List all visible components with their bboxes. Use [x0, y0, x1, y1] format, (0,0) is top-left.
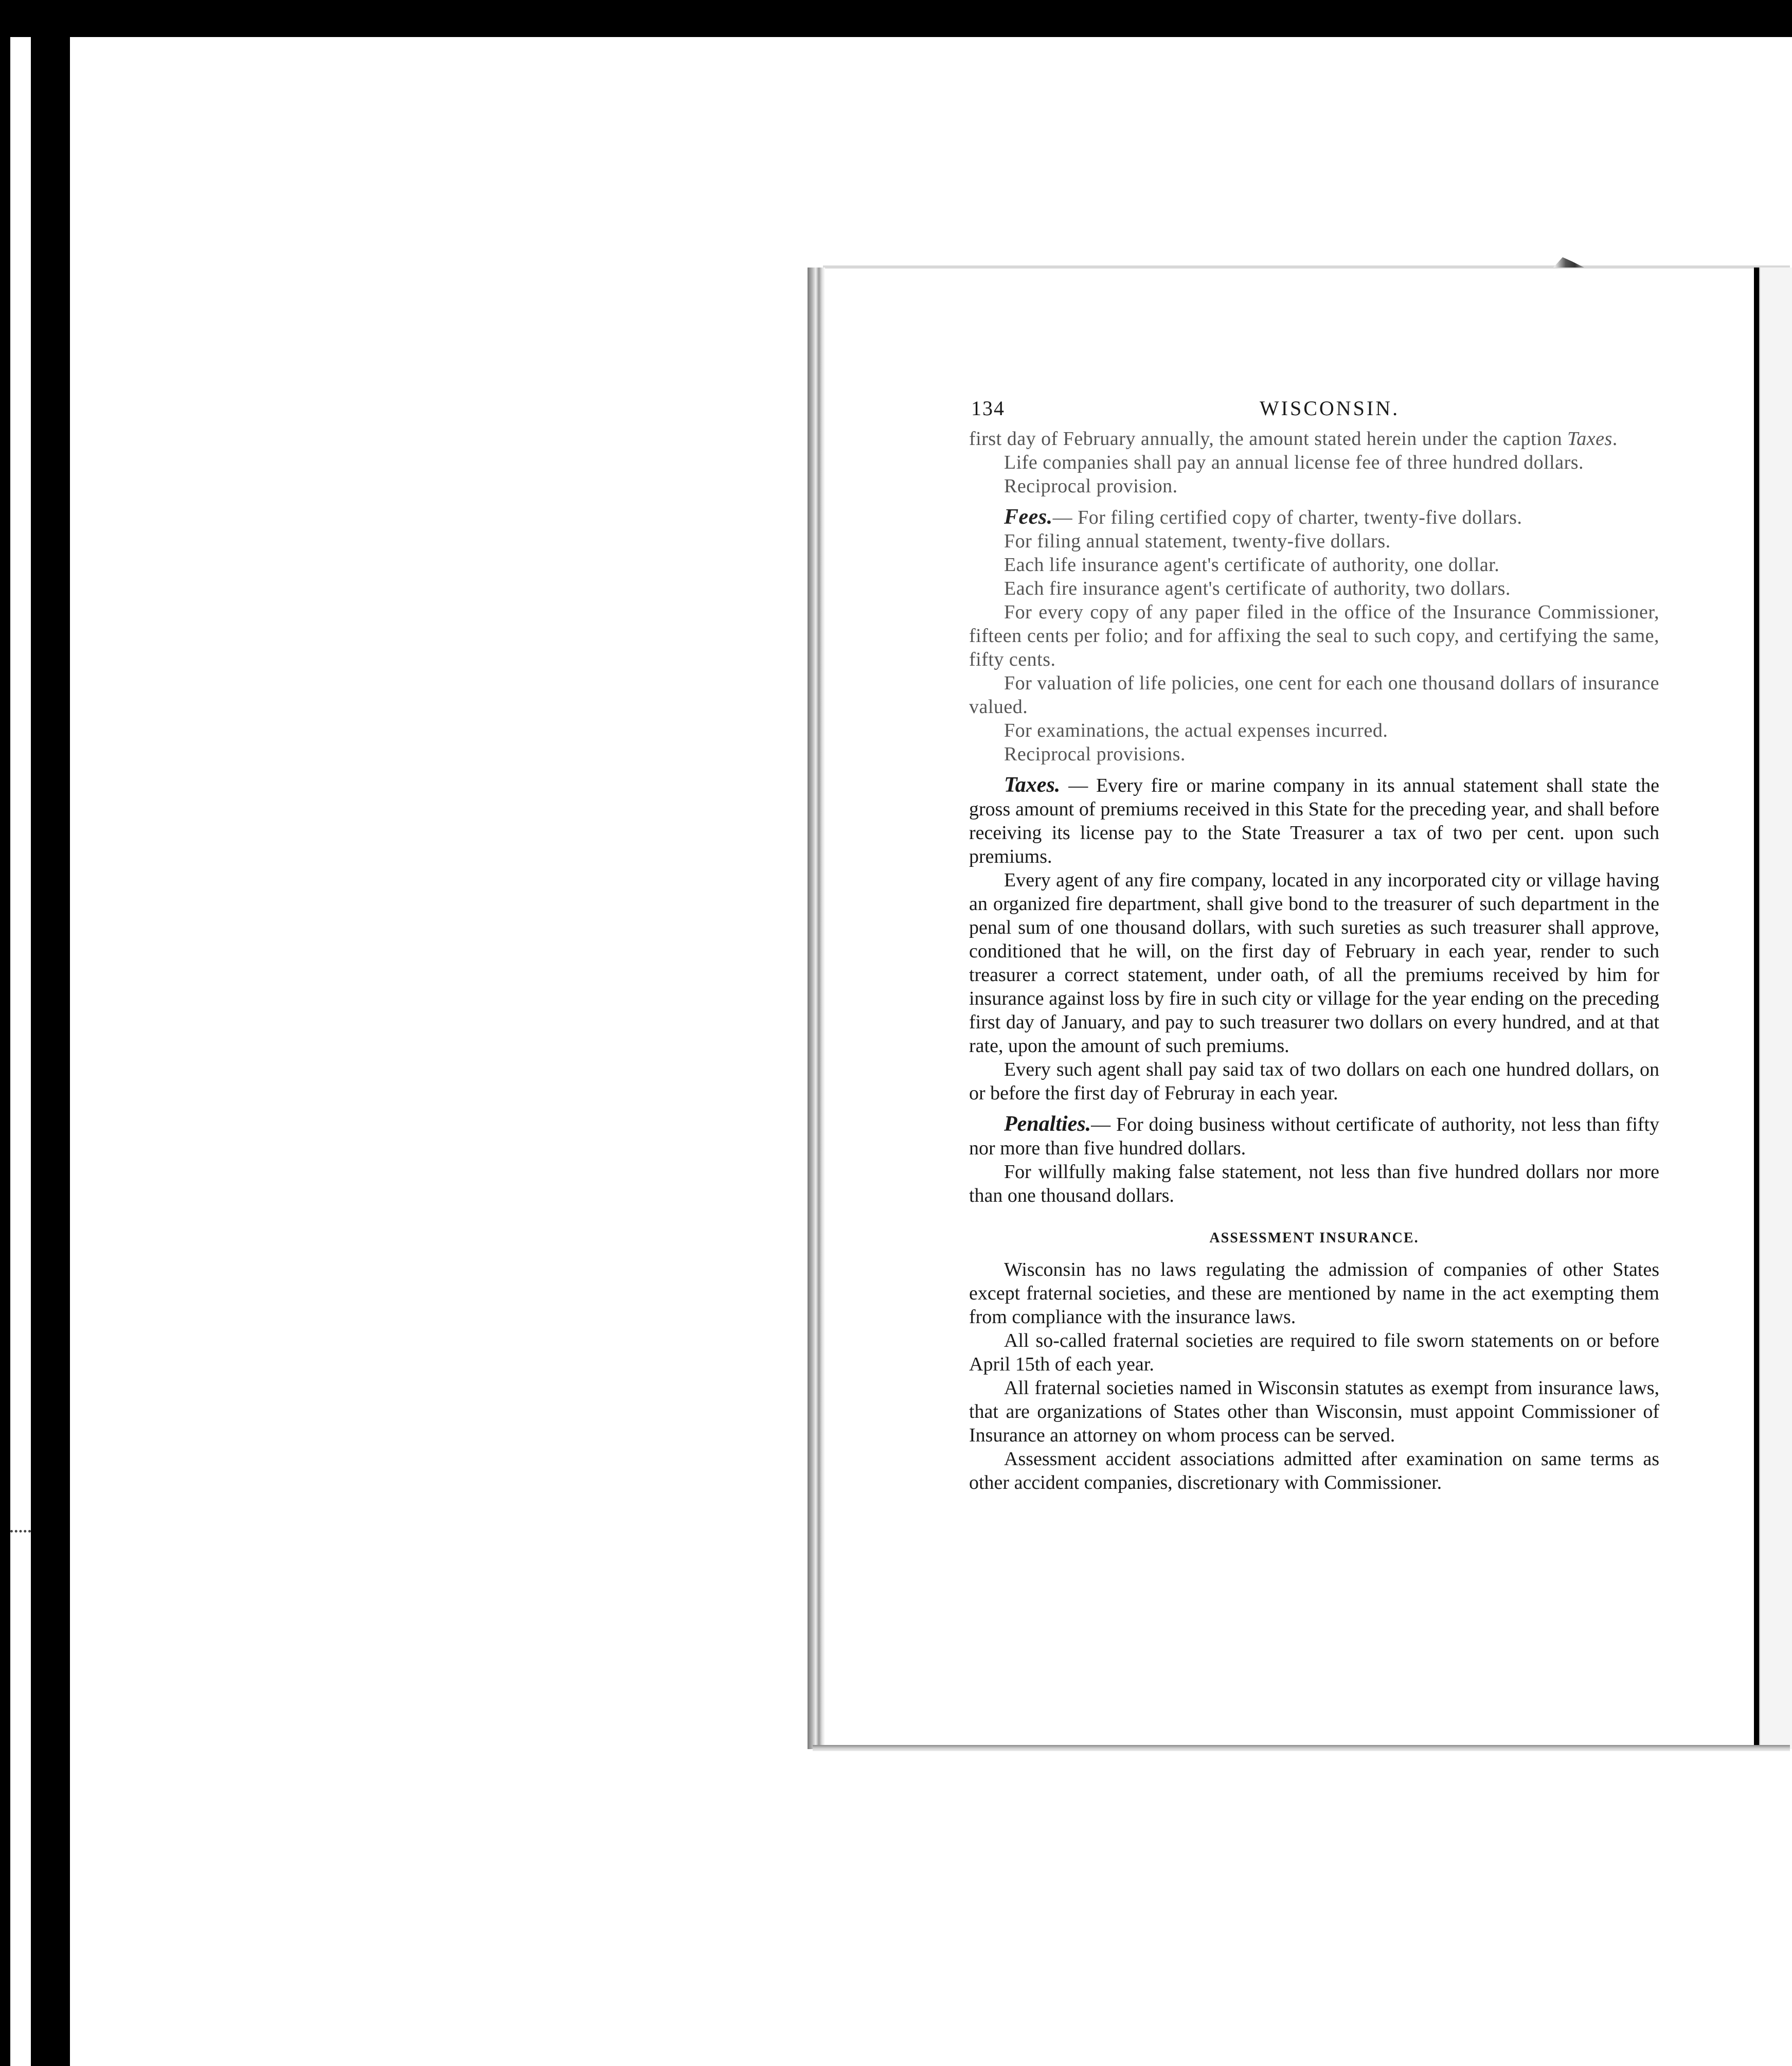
fees-item-8: Reciprocal provisions. — [1004, 743, 1186, 765]
taxes-caption: Taxes. — [1004, 773, 1061, 797]
intro-paragraph-1 — [969, 427, 1659, 451]
fees-item-text: For filing certified copy of charter, twenty-five dollars. — [1078, 507, 1522, 528]
running-header — [969, 391, 1659, 427]
page-top-edge — [823, 265, 1790, 269]
assessment-paragraph-3: All fraternal societies named in Wisconsin statutes as exempt from insurance laws, that are organizations of States other than Wisconsin, must appoint Commissioner of Insurance an attorney on whom process can be served. — [969, 1377, 1659, 1446]
fees-caption: Fees. — [1004, 505, 1053, 529]
page-binding-shadow — [808, 268, 825, 1749]
fees-item-7: For examinations, the actual expenses incurred. — [1004, 720, 1388, 741]
intro-paragraph-2: Life companies shall pay an annual license fee of three hundred dollars. — [1004, 452, 1584, 473]
fees-item-1 — [969, 505, 1659, 529]
intro-period: . — [1612, 428, 1618, 450]
assessment-section — [969, 1258, 1659, 1494]
page-bottom-edge — [813, 1745, 1790, 1751]
fees-item-4: Each fire insurance agent's certificate of authority, two dollars. — [1004, 578, 1511, 599]
penalties-section — [969, 1112, 1659, 1207]
taxes-section — [969, 773, 1659, 1105]
fees-item-3: Each life insurance agent's certificate of authority, one dollar. — [1004, 554, 1500, 576]
taxes-paragraph-1 — [969, 773, 1659, 868]
penalties-paragraph-1 — [969, 1112, 1659, 1160]
fees-item-2: For filing annual statement, twenty-five dollars. — [1004, 530, 1391, 552]
fees-dash: — — [1052, 507, 1078, 528]
penalties-paragraph-2: For willfully making false statement, not less than five hundred dollars nor more than one thousand dollars. — [969, 1161, 1659, 1206]
taxes-text: Every fire or marine company in its annual statement shall state the gross amount of premiums received in this State for the preceding year, and shall before receiving its license pay to the State Treasurer a tax of two per cent. upon such premiums. — [969, 775, 1660, 867]
scan-border-left-inner — [31, 31, 70, 2066]
assessment-heading: ASSESSMENT INSURANCE. — [1209, 1230, 1419, 1246]
penalties-caption: Penalties. — [1004, 1112, 1091, 1136]
fees-item-5: For every copy of any paper filed in the office of the Insurance Commissioner, fifteen cents per folio; and for affixing the seal to such copy, and certifying the same, fifty cents. — [969, 601, 1659, 670]
page-number: 134 — [971, 397, 1005, 420]
next-page-strip — [1759, 268, 1792, 1749]
intro-section — [969, 427, 1659, 498]
scan-speck — [10, 1523, 31, 1533]
scan-border-left — [0, 0, 10, 2066]
penalties-text: For doing business without certificate of authority, not less than fifty nor more than five hundred dollars. — [969, 1114, 1660, 1159]
scan-border-top — [0, 0, 1792, 37]
intro-text: first day of February annually, the amount stated herein under the caption — [969, 428, 1568, 450]
penalties-dash: — — [1091, 1114, 1116, 1135]
intro-paragraph-3: Reciprocal provision. — [1004, 475, 1178, 497]
fees-section — [969, 505, 1659, 766]
intro-italic-taxes: Taxes — [1567, 428, 1612, 450]
assessment-paragraph-4: Assessment accident associations admitted after examination on same terms as other accident companies, discretionary with Commissioner. — [969, 1448, 1659, 1493]
fees-item-6: For valuation of life policies, one cent for each one thousand dollars of insurance valued. — [969, 672, 1659, 718]
taxes-dash: — — [1060, 775, 1097, 796]
page-right-edge — [1754, 268, 1759, 1749]
assessment-paragraph-2: All so-called fraternal societies are required to file sworn statements on or before April 15th of each year. — [969, 1330, 1659, 1375]
taxes-paragraph-2: Every agent of any fire company, located in any incorporated city or village having an organized fire department, shall give bond to the treasurer of such department in the penal sum of one thousand dollars, with such sureties as such treasurer shall approve, conditioned that he will, on the first day of February in each year, render to such treasurer a correct statement, under oath, of all the premiums received by him for insurance against loss by fire in such city or village for the year ending on the preceding first day of January, and pay to such treasurer two dollars on every hundred, and at that rate, upon the amount of such premiums. — [969, 869, 1659, 1057]
assessment-paragraph-1: Wisconsin has no laws regulating the admission of companies of other States except fraternal societies, and these are mentioned by name in the act exempting them from compliance with the insurance laws. — [969, 1259, 1659, 1328]
taxes-paragraph-3: Every such agent shall pay said tax of two dollars on each one hundred dollars, on or before the first day of Februray in each year. — [969, 1059, 1659, 1104]
page-title: WISCONSIN. — [1259, 397, 1400, 420]
page-content — [969, 391, 1659, 1494]
